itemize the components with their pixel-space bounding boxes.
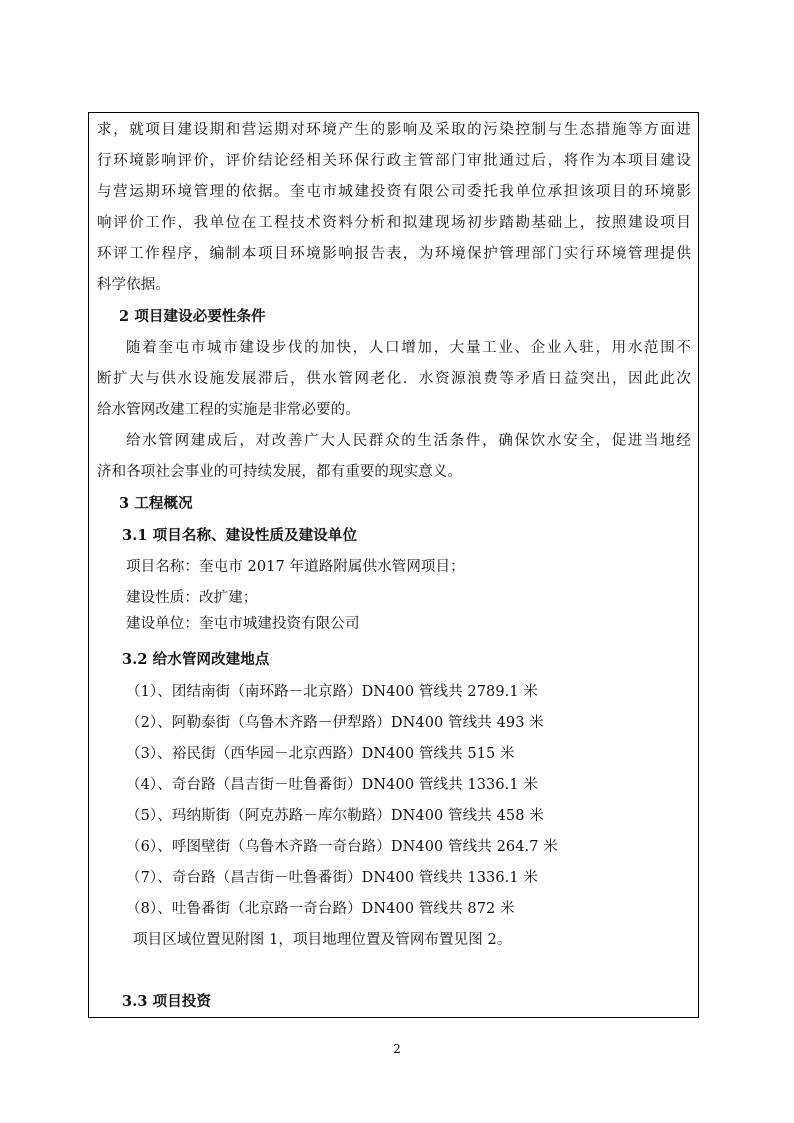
paragraph-line: 给水管网改建工程的实施是非常必要的。	[97, 402, 360, 418]
construction-nature: 建设性质：改扩建；	[126, 590, 258, 606]
page-number: 2	[393, 1042, 401, 1056]
list-item: （4）、奇台路（昌吉街－吐鲁番街）DN400 管线共 1336.1 米	[126, 777, 539, 793]
subsection-heading: 3.2 给水管网改建地点	[122, 651, 270, 668]
figure-note: 项目区域位置见附图 1，项目地理位置及管网布置见图 2。	[133, 932, 512, 948]
paragraph-line: 给水管网建成后，对改善广大人民群众的生活条件，确保饮水安全，促进当地经	[126, 433, 691, 449]
intro-line: 行环境影响评价，评价结论经相关环保行政主管部门审批通过后，将作为本项目建设	[97, 153, 691, 169]
section-heading: 3 工程概况	[119, 495, 193, 512]
intro-line: 科学依据。	[97, 277, 170, 293]
intro-line: 环评工作程序，编制本项目环境影响报告表，为环境保护管理部门实行环境管理提供	[97, 246, 691, 262]
intro-line: 响评价工作，我单位在工程技术资料分析和拟建现场初步踏勘基础上，按照建设项目	[97, 215, 691, 231]
project-name: 项目名称：奎屯市 2017 年道路附属供水管网项目；	[126, 559, 465, 575]
section-heading: 2 项目建设必要性条件	[119, 308, 266, 325]
list-item: （8）、吐鲁番街（北京路一奇台路）DN400 管线共 872 米	[126, 901, 515, 917]
paragraph-line: 随着奎屯市城市建设步伐的加快，人口增加，大量工业、企业入驻，用水范围不	[126, 340, 691, 356]
list-item: （6）、呼图壁街（乌鲁木齐路一奇台路）DN400 管线共 264.7 米	[126, 839, 558, 855]
construction-unit: 建设单位：奎屯市城建投资有限公司	[126, 616, 360, 632]
paragraph-line: 济和各项社会事业的可持续发展，都有重要的现实意义。	[97, 464, 462, 480]
list-item: （3）、裕民街（西华园－北京西路）DN400 管线共 515 米	[126, 746, 515, 762]
list-item: （2）、阿勒泰街（乌鲁木齐路－伊犁路）DN400 管线共 493 米	[126, 715, 544, 731]
subsection-heading: 3.1 项目名称、建设性质及建设单位	[122, 527, 358, 544]
list-item: （1）、团结南街（南环路－北京路）DN400 管线共 2789.1 米	[126, 684, 539, 700]
subsection-heading: 3.3 项目投资	[122, 993, 212, 1010]
list-item: （5）、玛纳斯街（阿克苏路－库尔勒路）DN400 管线共 458 米	[126, 808, 544, 824]
list-item: （7）、奇台路（昌吉街－吐鲁番街）DN400 管线共 1336.1 米	[126, 870, 539, 886]
paragraph-line: 断扩大与供水设施发展滞后，供水管网老化．水资源浪费等矛盾日益突出，因此此次	[97, 371, 691, 387]
intro-line: 与营运期环境管理的依据。奎屯市城建投资有限公司委托我单位承担该项目的环境影	[97, 184, 691, 200]
intro-line: 求，就项目建设期和营运期对环境产生的影响及采取的污染控制与生态措施等方面进	[97, 122, 691, 138]
